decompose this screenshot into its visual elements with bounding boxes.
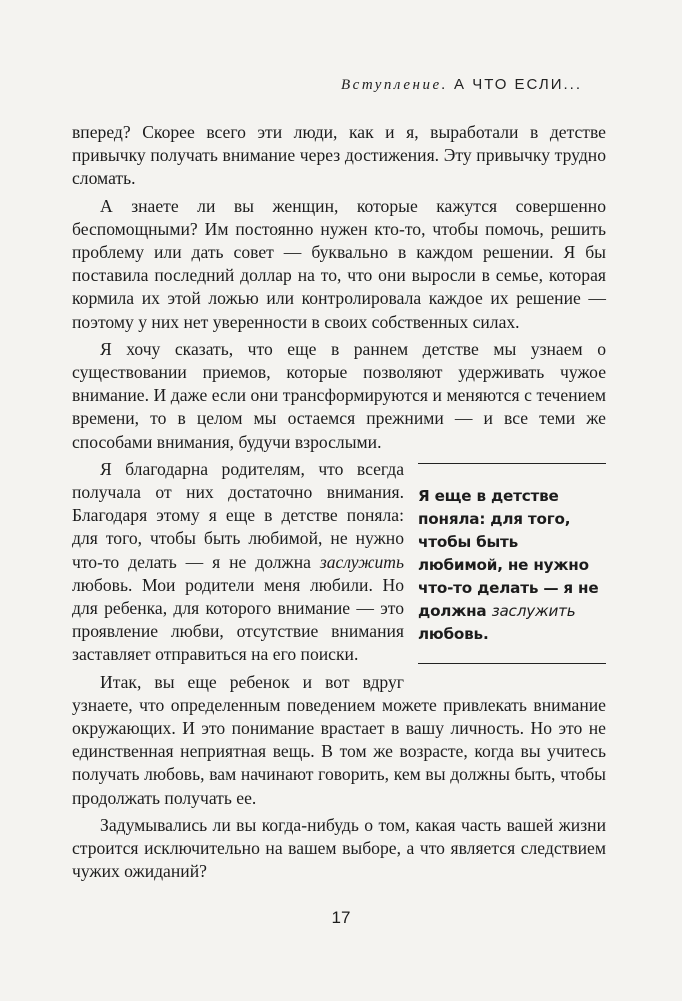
page-number: 17 [331,908,351,927]
paragraph-4-start: Я благодарна родителям, что всегда получала от них достаточно внимания. Благодаря этому я еще в детстве поняла: для того, чтобы быть любимой, не нужно что-то делать — я не должна [72,458,404,572]
pull-quote [418,463,606,664]
running-header [341,76,582,94]
chapter-title: А ЧТО ЕСЛИ... [454,76,582,93]
paragraph-5: Итак, вы еще ребенок и вот вдруг узнаете, что определенным поведением можете привлекать внимание окружающих. И это понимание врастает в вашу личность. Но это не единственная неприятная вещь. В том же возрасте, когда вы учитесь получать любовь, вам начинают говорить, кем вы должны быть, чтобы продолжать получать ее. [72,671,606,808]
paragraph-3-start: Я хочу сказать, что еще в раннем детстве мы узнаем о существовании приемов, которые позволяют удерживать [72,338,606,383]
pull-quote-end: любовь. [418,624,489,643]
paragraph-3-rest: чужое внимание. И даже если они трансформируются и меняются с течением времени, то в целом мы остаемся прежними — и все теми же способами внимания, будучи взрослыми. [72,362,606,452]
paragraph-1: вперед? Скорее всего эти люди, как и я, выработали в детстве привычку получать внимание через достижения. Эту привычку трудно сломать. [72,122,606,189]
paragraph-3 [72,338,606,454]
pull-quote-emphasis: заслужить [491,601,576,620]
body-text [72,121,606,888]
paragraph-4-end: любовь. Мои родители меня любили. Но для ребенка, для которого внимание — это проявление любви, отсутствие внимания заставляет отправиться на его поиски. [72,574,404,665]
paragraph-6: Задумывались ли вы когда-нибудь о том, какая часть вашей жизни строится исключительно на вашем выборе, а что является следствием чужих ожиданий? [72,814,606,882]
paragraph-4-emphasis: заслужить [319,551,404,572]
chapter-label: Вступление. [341,77,448,93]
paragraph-2: А знаете ли вы женщин, которые кажутся совершенно беспомощными? Им постоянно нужен кто-то, чтобы помочь, решить проблему или дать совет — буквально в каждом решении. Я бы поставила последний доллар на то, что они выросли в семье, которая кормила их этой ложью или контролировала каждое их решение — поэтому у них нет уверенности в своих собственных силах. [72,195,606,332]
pull-quote-text: Я еще в детстве поняла: для того, чтобы быть любимой, не нужно что-то делать — я не должна [418,486,599,620]
